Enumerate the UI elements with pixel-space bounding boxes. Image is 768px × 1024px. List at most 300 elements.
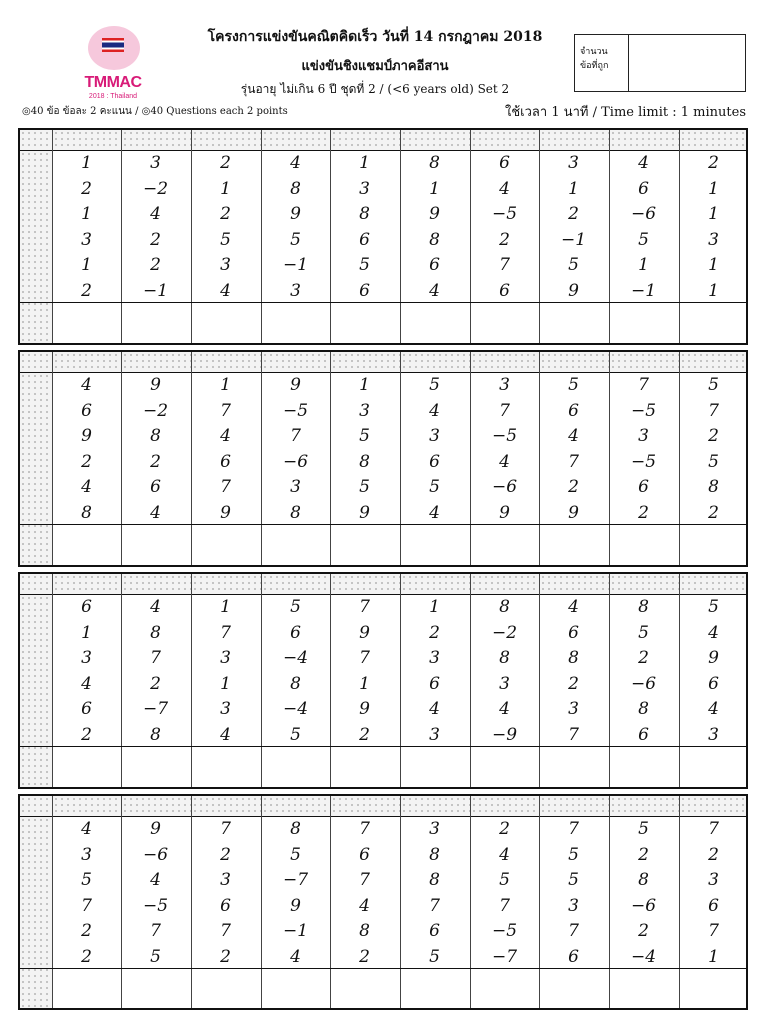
problem-number: 5 (290, 844, 301, 865)
problem-number: 3 (568, 699, 579, 719)
answer-cell[interactable] (610, 525, 679, 564)
problem-number: 2 (81, 946, 92, 967)
problem-number: 1 (429, 178, 440, 199)
band-cell (609, 130, 679, 150)
band-cell (20, 574, 52, 594)
score-label-line2: ข้อที่ถูก (580, 61, 609, 71)
problem-number: 3 (429, 819, 440, 839)
problem-number: 5 (568, 844, 579, 865)
problem-number: 5 (359, 477, 370, 497)
problem-number: 4 (150, 204, 161, 224)
problem-number: 2 (708, 153, 719, 173)
problem-number: 3 (429, 724, 440, 745)
problem-number: 2 (568, 673, 579, 694)
problem-number: 7 (359, 870, 370, 890)
problem-number: 9 (81, 426, 92, 446)
problem-number: 9 (290, 204, 301, 224)
answer-cell[interactable] (192, 969, 261, 1007)
problem-number: 2 (638, 921, 649, 941)
band-cell (121, 352, 191, 372)
problem-number: 1 (708, 178, 719, 199)
problem-number: 7 (220, 622, 231, 643)
problem-number: 6 (638, 724, 649, 745)
problem-number: 3 (81, 229, 92, 250)
page-title: โครงการแข่งขันคณิตคิดเร็ว วันที่ 14 กรกฎาคม 2018 (207, 29, 543, 45)
band-cell (261, 352, 330, 372)
answer-cell[interactable] (122, 303, 191, 342)
problem-number: 7 (220, 400, 231, 421)
problem-number: 2 (429, 622, 440, 643)
answer-cell[interactable] (540, 525, 609, 564)
answer-cell[interactable] (471, 303, 539, 342)
problem-number: 6 (708, 895, 719, 916)
score-box[interactable] (574, 34, 746, 92)
problem-number: 8 (499, 597, 510, 617)
band-cell (400, 352, 470, 372)
problem-number: 5 (290, 229, 301, 250)
problem-number: −2 (142, 400, 169, 421)
problem-number: 3 (150, 153, 161, 173)
band-cell (191, 796, 261, 816)
problem-number: 2 (150, 451, 161, 472)
problem-number: 3 (638, 426, 649, 446)
problem-number: 2 (220, 153, 231, 173)
problem-number: 9 (429, 204, 440, 224)
band-cell (191, 130, 261, 150)
problem-number: 7 (499, 400, 510, 421)
answer-cell[interactable] (680, 303, 746, 342)
score-label (575, 35, 629, 91)
problem-number: 5 (708, 375, 719, 395)
problem-number: 1 (708, 280, 719, 301)
problem-number: 6 (499, 280, 510, 301)
problem-number: 8 (708, 477, 719, 497)
problem-number: 5 (708, 597, 719, 617)
answer-cell[interactable] (540, 747, 609, 786)
band-cell (400, 796, 470, 816)
problem-number: 1 (708, 255, 719, 275)
problem-number: 3 (708, 229, 719, 250)
problem-number: 3 (359, 178, 370, 199)
problem-number: 5 (638, 229, 649, 250)
answer-cell[interactable] (540, 969, 609, 1007)
dotted-band (20, 796, 746, 816)
problem-number: 3 (568, 153, 579, 173)
problem-number: 7 (429, 895, 440, 916)
problem-number: 2 (81, 178, 92, 199)
problem-number: 9 (150, 375, 161, 395)
problem-number: 3 (220, 870, 231, 890)
band-cell (261, 574, 330, 594)
problem-number: 2 (150, 255, 161, 275)
problem-number: 5 (568, 870, 579, 890)
problem-number: 6 (81, 597, 92, 617)
problem-number: 2 (499, 229, 510, 250)
problem-number: 7 (499, 255, 510, 275)
problem-number: 3 (708, 870, 719, 890)
problem-number: 9 (220, 502, 231, 523)
problem-number: 1 (429, 597, 440, 617)
problem-number: −1 (282, 255, 309, 275)
band-cell (330, 130, 400, 150)
problem-number: 1 (359, 375, 370, 395)
problem-number: 5 (290, 724, 301, 745)
problem-number: 8 (359, 921, 370, 941)
problem-number: 4 (150, 870, 161, 890)
answer-cell[interactable] (540, 303, 609, 342)
problem-number: 5 (359, 426, 370, 446)
answer-cell[interactable] (331, 969, 400, 1007)
problem-number: 2 (81, 724, 92, 745)
answer-cell[interactable] (331, 525, 400, 564)
problem-number: −4 (282, 648, 309, 668)
problem-number: 2 (359, 724, 370, 745)
answer-cell[interactable] (262, 747, 330, 786)
band-cell (679, 130, 746, 150)
problem-number: 4 (290, 946, 301, 967)
problem-number: 5 (638, 622, 649, 643)
answer-cell[interactable] (680, 747, 746, 786)
problem-number: 3 (81, 648, 92, 668)
problem-number: 1 (359, 153, 370, 173)
problem-number: 3 (220, 699, 231, 719)
band-cell (470, 574, 539, 594)
problem-number: 4 (429, 280, 440, 301)
problem-number: −5 (282, 400, 309, 421)
problem-number: 2 (81, 921, 92, 941)
problem-number: −5 (491, 921, 518, 941)
problem-number: −1 (142, 280, 169, 301)
tmmac-logo (78, 26, 148, 108)
problem-number: 7 (150, 648, 161, 668)
problem-number: 1 (708, 204, 719, 224)
problem-number: 9 (499, 502, 510, 523)
problem-number: 3 (499, 375, 510, 395)
band-cell (191, 574, 261, 594)
problem-number: 2 (638, 502, 649, 523)
problem-number: 2 (81, 451, 92, 472)
answer-cell[interactable] (680, 969, 746, 1007)
problem-number: 4 (429, 400, 440, 421)
problem-number: 8 (359, 451, 370, 472)
answer-cell[interactable] (262, 525, 330, 564)
problem-number: −4 (630, 946, 657, 967)
band-cell (470, 130, 539, 150)
answer-cell[interactable] (192, 303, 261, 342)
answer-cell[interactable] (192, 525, 261, 564)
band-cell (609, 574, 679, 594)
answer-cell[interactable] (122, 747, 191, 786)
problem-number: 4 (429, 699, 440, 719)
answer-cell[interactable] (53, 969, 121, 1007)
problem-number: −5 (142, 895, 169, 916)
band-cell (330, 574, 400, 594)
band-cell (400, 130, 470, 150)
problem-number: 9 (568, 280, 579, 301)
problem-number: 5 (568, 255, 579, 275)
problem-number: 1 (81, 622, 92, 643)
problem-number: 2 (708, 426, 719, 446)
problem-number: −1 (560, 229, 587, 250)
problem-block (18, 794, 748, 1010)
band-cell (679, 796, 746, 816)
problem-number: −1 (282, 921, 309, 941)
problem-number: −6 (630, 204, 657, 224)
problem-number: 3 (81, 844, 92, 865)
problem-number: 7 (708, 819, 719, 839)
problem-number: 7 (220, 819, 231, 839)
problem-number: 9 (359, 622, 370, 643)
problem-number: 8 (81, 502, 92, 523)
problem-number: 4 (81, 375, 92, 395)
problem-number: 7 (150, 921, 161, 941)
band-cell (121, 796, 191, 816)
problem-number: 7 (708, 921, 719, 941)
problem-number: 8 (638, 699, 649, 719)
problem-number: 8 (290, 819, 301, 839)
problem-number: 6 (220, 895, 231, 916)
answer-cell[interactable] (331, 303, 400, 342)
answer-cell[interactable] (122, 969, 191, 1007)
problem-number: 9 (290, 895, 301, 916)
answer-cell[interactable] (610, 969, 679, 1007)
problem-number: 5 (429, 946, 440, 967)
problem-number: 4 (220, 724, 231, 745)
problem-number: 1 (81, 153, 92, 173)
problem-number: 4 (499, 451, 510, 472)
band-cell (121, 130, 191, 150)
problem-number: 3 (499, 673, 510, 694)
problem-number: 9 (359, 699, 370, 719)
problem-number: 5 (708, 451, 719, 472)
problem-number: 8 (429, 870, 440, 890)
answer-cell[interactable] (401, 747, 470, 786)
answer-cell[interactable] (401, 525, 470, 564)
answer-cell[interactable] (331, 747, 400, 786)
band-cell (679, 574, 746, 594)
problem-number: 4 (220, 426, 231, 446)
problem-number: 6 (359, 844, 370, 865)
problem-number: 5 (81, 870, 92, 890)
problem-block (18, 350, 748, 567)
problem-number: −7 (142, 699, 169, 719)
answer-cell[interactable] (192, 747, 261, 786)
problem-number: 9 (359, 502, 370, 523)
problem-number: 7 (568, 921, 579, 941)
problem-number: 6 (708, 673, 719, 694)
left-dotted-strip (20, 373, 52, 565)
dotted-band (20, 574, 746, 594)
problem-number: 4 (638, 153, 649, 173)
left-dotted-strip (20, 151, 52, 343)
problem-number: 9 (290, 375, 301, 395)
answer-cell[interactable] (53, 525, 121, 564)
problem-number: −6 (142, 844, 169, 865)
band-cell (52, 130, 121, 150)
band-cell (609, 352, 679, 372)
problem-number: −5 (491, 426, 518, 446)
problem-number: 6 (290, 622, 301, 643)
problem-number: 5 (638, 819, 649, 839)
band-cell (52, 352, 121, 372)
problem-number: −4 (282, 699, 309, 719)
problem-number: 6 (638, 477, 649, 497)
problem-number: 3 (429, 648, 440, 668)
page-subtitle: แข่งขันชิงแชมป์ภาคอีสาน (301, 59, 449, 74)
problem-number: −5 (630, 400, 657, 421)
answer-cell[interactable] (53, 303, 121, 342)
problem-number: 9 (150, 819, 161, 839)
problem-number: 9 (568, 502, 579, 523)
dotted-band (20, 130, 746, 150)
problem-number: 4 (220, 280, 231, 301)
answer-cell[interactable] (262, 303, 330, 342)
problem-number: 2 (499, 819, 510, 839)
problem-number: 7 (359, 597, 370, 617)
problem-number: 8 (290, 673, 301, 694)
problem-number: 6 (429, 451, 440, 472)
problem-number: 4 (150, 502, 161, 523)
problem-number: 5 (150, 946, 161, 967)
band-cell (20, 130, 52, 150)
problem-number: 3 (568, 895, 579, 916)
problem-number: 4 (568, 426, 579, 446)
band-cell (191, 352, 261, 372)
problem-number: 6 (568, 622, 579, 643)
problem-number: 8 (638, 870, 649, 890)
band-cell (121, 574, 191, 594)
problem-number: 1 (220, 178, 231, 199)
band-cell (330, 796, 400, 816)
problem-number: 7 (359, 648, 370, 668)
age-set-label: รุ่นอายุ ไม่เกิน 6 ปี ชุดที่ 2 / (<6 years old) Set 2 (240, 82, 510, 96)
problem-number: 3 (429, 426, 440, 446)
problem-number: −2 (142, 178, 169, 199)
problem-number: 4 (81, 477, 92, 497)
problem-number: 2 (150, 229, 161, 250)
problem-number: 2 (638, 844, 649, 865)
band-cell (20, 796, 52, 816)
band-cell (609, 796, 679, 816)
dotted-band (20, 352, 746, 372)
problem-number: 6 (81, 699, 92, 719)
band-cell (52, 574, 121, 594)
problem-number: 7 (499, 895, 510, 916)
problem-number: 1 (81, 204, 92, 224)
answer-cell[interactable] (53, 747, 121, 786)
problem-number: −6 (630, 895, 657, 916)
problem-number: 1 (220, 673, 231, 694)
score-label-line1: จำนวน (580, 47, 608, 57)
problem-number: 7 (638, 375, 649, 395)
problem-number: 8 (290, 502, 301, 523)
band-cell (539, 130, 609, 150)
problem-number: 5 (290, 597, 301, 617)
problem-number: 7 (81, 895, 92, 916)
answer-cell[interactable] (471, 525, 539, 564)
band-cell (539, 352, 609, 372)
problem-number: 1 (359, 673, 370, 694)
problem-number: 2 (568, 477, 579, 497)
answer-cell[interactable] (471, 969, 539, 1007)
problem-number: −7 (282, 870, 309, 890)
answer-cell[interactable] (122, 525, 191, 564)
problem-number: −5 (491, 204, 518, 224)
band-cell (539, 796, 609, 816)
answer-cell[interactable] (401, 969, 470, 1007)
logo-sub-text: 2018 : Thailand (88, 93, 138, 100)
left-dotted-strip (20, 595, 52, 787)
problem-number: 6 (568, 400, 579, 421)
problem-number: 4 (708, 622, 719, 643)
problem-number: 7 (220, 477, 231, 497)
answer-cell[interactable] (401, 303, 470, 342)
problem-number: 1 (568, 178, 579, 199)
problem-number: 1 (708, 946, 719, 967)
problem-number: 5 (359, 255, 370, 275)
problem-number: 7 (359, 819, 370, 839)
answer-cell[interactable] (262, 969, 330, 1007)
answer-cell[interactable] (680, 525, 746, 564)
problem-number: 1 (81, 255, 92, 275)
problem-number: 7 (708, 400, 719, 421)
problem-number: 2 (81, 280, 92, 301)
problem-number: 8 (429, 153, 440, 173)
problem-number: 7 (568, 451, 579, 472)
problem-number: 8 (290, 178, 301, 199)
problem-number: 5 (568, 375, 579, 395)
problem-number: 1 (638, 255, 649, 275)
problem-number: 5 (220, 229, 231, 250)
problem-number: 2 (220, 204, 231, 224)
problem-number: 7 (290, 426, 301, 446)
problem-number: 6 (81, 400, 92, 421)
problem-block (18, 572, 748, 789)
problem-number: 5 (499, 870, 510, 890)
problem-number: 2 (708, 844, 719, 865)
answer-cell[interactable] (610, 303, 679, 342)
problem-number: 3 (290, 280, 301, 301)
problem-number: 8 (150, 622, 161, 643)
band-cell (679, 352, 746, 372)
problem-number: 7 (220, 921, 231, 941)
problem-block (18, 128, 748, 345)
problem-number: 4 (359, 895, 370, 916)
answer-cell[interactable] (610, 747, 679, 786)
band-cell (330, 352, 400, 372)
problem-number: 4 (81, 673, 92, 694)
problem-number: 4 (568, 597, 579, 617)
problem-number: 8 (429, 844, 440, 865)
problem-number: 2 (359, 946, 370, 967)
answer-cell[interactable] (471, 747, 539, 786)
problem-number: 2 (220, 844, 231, 865)
problem-number: −6 (282, 451, 309, 472)
problem-number: 8 (638, 597, 649, 617)
problem-number: 4 (290, 153, 301, 173)
band-cell (470, 352, 539, 372)
problem-number: 6 (638, 178, 649, 199)
problem-number: 2 (150, 673, 161, 694)
left-dotted-strip (20, 817, 52, 1008)
problem-number: 8 (150, 724, 161, 745)
questions-info: ◎40 ข้อ ข้อละ 2 คะแนน / ◎40 Questions each 2 points (22, 106, 288, 117)
problem-number: 4 (708, 699, 719, 719)
band-cell (20, 352, 52, 372)
problem-number: 7 (568, 819, 579, 839)
problem-number: 4 (429, 502, 440, 523)
problem-number: 2 (638, 648, 649, 668)
